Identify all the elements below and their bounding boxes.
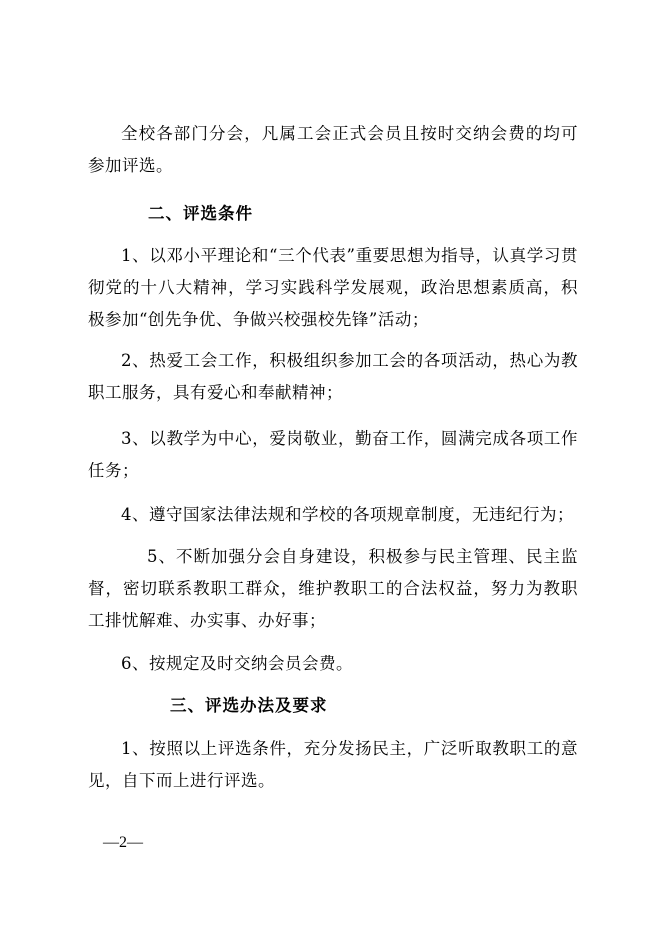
- criterion-1-paragraph: 1、以邓小平理论和“三个代表”重要思想为指导，认真学习贯彻党的十八大精神，学习实践科学发展观，政治思想素质高，积极参加“创先争优、争做兴校强校先锋”活动；: [88, 246, 578, 329]
- page-number: —2—: [103, 834, 143, 851]
- criterion-2-paragraph: 2、热爱工会工作，积极组织参加工会的各项活动，热心为教职工服务，具有爱心和奉献精神；: [88, 351, 578, 402]
- criterion-3-paragraph: 3、以教学为中心，爱岗敬业，勤奋工作，圆满完成各项工作任务；: [88, 429, 578, 480]
- intro-paragraph: 全校各部门分会，凡属工会正式会员且按时交纳会费的均可参加评选。: [88, 124, 578, 175]
- criterion-4-paragraph: 4、遵守国家法律法规和学校的各项规章制度，无违纪行为；: [121, 505, 574, 524]
- method-1-paragraph: 1、按照以上评选条件，充分发扬民主，广泛听取教职工的意见，自下而上进行评选。: [88, 739, 578, 790]
- section-heading-criteria: 二、评选条件: [148, 204, 253, 223]
- section-heading-method: 三、评选办法及要求: [170, 696, 328, 715]
- criterion-6-paragraph: 6、按规定及时交纳会员会费。: [121, 654, 353, 673]
- criterion-5-paragraph: 5、不断加强分会自身建设，积极参与民主管理、民主监督，密切联系教职工群众，维护教职工的合法权益，努力为教职工排忧解难、办实事、办好事；: [88, 547, 578, 630]
